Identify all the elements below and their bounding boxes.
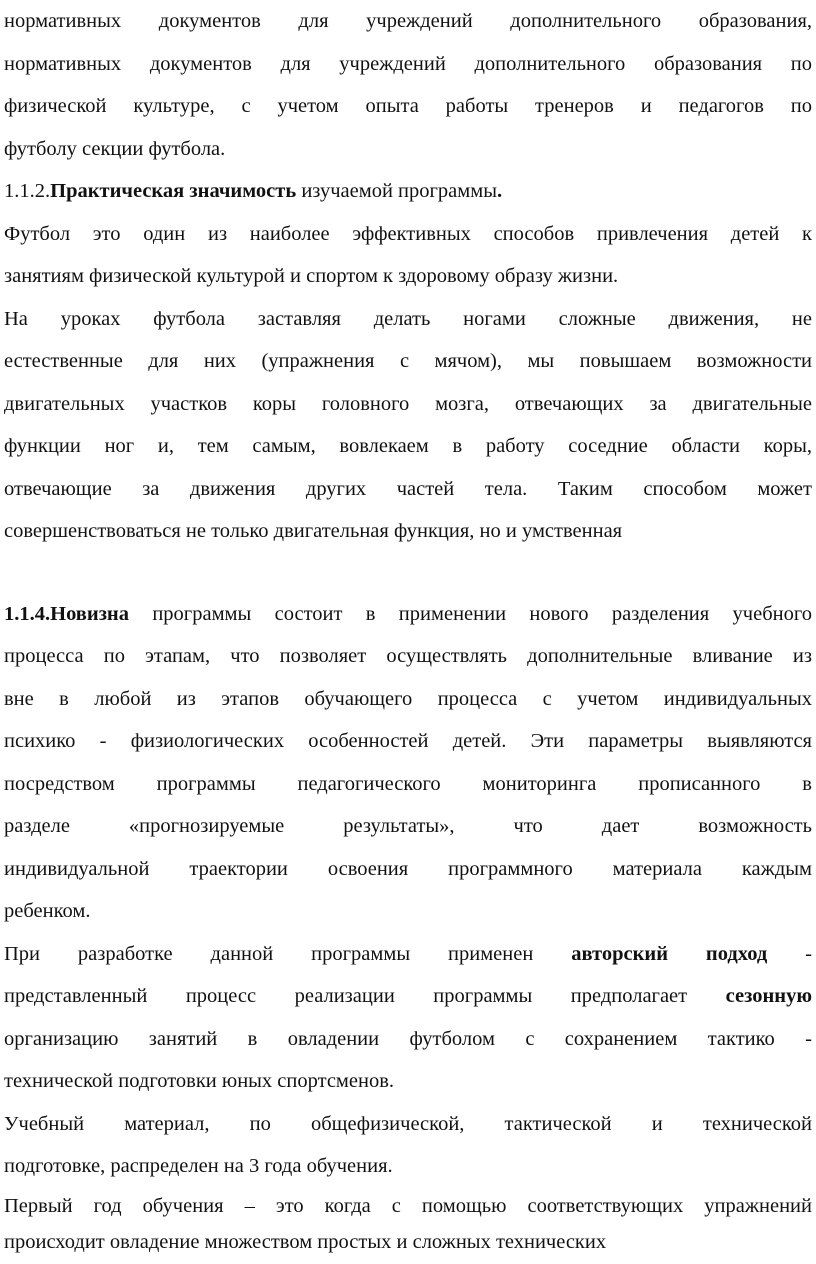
text-line: нормативных документов для учреждений дополнительного образования,: [4, 10, 812, 32]
heading-rest: программы состоит в применении нового разделения учебного: [129, 602, 812, 625]
text-line: функции ног и, тем самым, вовлекаем в работу соседние области коры,: [4, 435, 812, 457]
paragraph-football: [4, 213, 812, 298]
text-line: [4, 593, 812, 636]
text-line: совершенствоваться не только двигательная функция, но и умственная: [4, 520, 623, 542]
text-line: отвечающие за движения других частей тела. Таким способом может: [4, 477, 812, 500]
text-segment: -: [767, 942, 812, 965]
paragraph-novelty: [4, 593, 812, 933]
text-line: ребенком.: [4, 900, 91, 922]
heading-period: .: [497, 180, 503, 202]
text-line: разделе «прогнозируемые результаты», что дает возможность: [4, 815, 812, 837]
paragraph-author-approach: [4, 933, 812, 1103]
text-line: происходит овладение множеством простых и сложных технических: [4, 1230, 607, 1253]
text-line: процесса по этапам, что позволяет осуществлять дополнительные вливание из: [4, 645, 812, 667]
emphasis-seasonal: сезонную: [725, 985, 812, 1007]
paragraph-lessons: [4, 298, 812, 553]
text-line: занятиям физической культурой и спортом к здоровому образу жизни.: [4, 265, 619, 287]
emphasis-author-approach: авторский подход: [571, 942, 768, 965]
text-line: Первый год обучения – это когда с помощью соответствующих упражнений: [4, 1194, 812, 1217]
text-line: посредством программы педагогического мониторинга прописанного в: [4, 772, 812, 795]
text-line: [4, 933, 812, 976]
heading-rest: изучаемой программы: [296, 180, 497, 202]
paragraph-material: [4, 1103, 812, 1188]
paragraph-first-year: [4, 1188, 812, 1260]
section-heading: Практическая значимость: [50, 180, 297, 202]
text-line: футболу секции футбола.: [4, 137, 226, 160]
text-line: [4, 975, 812, 1018]
text-line: подготовке, распределен на 3 года обучения.: [4, 1155, 393, 1177]
text-segment: представленный процесс реализации программы предполагает: [4, 985, 726, 1007]
text-line: Футбол это один из наиболее эффективных способов привлечения детей к: [4, 222, 812, 245]
text-line: нормативных документов для учреждений дополнительного образования по: [4, 52, 812, 75]
text-line: естественные для них (упражнения с мячом), мы повышаем возможности: [4, 350, 812, 372]
section-number: 1.1.2.: [4, 180, 51, 202]
text-line: вне в любой из этапов обучающего процесса с учетом индивидуальных: [4, 687, 812, 710]
text-line: двигательных участков коры головного мозга, отвечающих за двигательные: [4, 392, 812, 415]
paragraph-gap: [4, 553, 812, 593]
text-line: Учебный материал, по общефизической, тактической и технической: [4, 1112, 812, 1135]
text-segment: При разработке данной программы применен: [4, 942, 572, 965]
text-line: физической культуре, с учетом опыта работы тренеров и педагогов по: [4, 95, 812, 117]
text-line: организацию занятий в овладении футболом с сохранением тактико -: [4, 1027, 812, 1050]
text-line: технической подготовки юных спортсменов.: [4, 1070, 395, 1092]
paragraph-practical-significance: [4, 170, 812, 213]
section-heading: 1.1.4.Новизна: [4, 602, 129, 625]
text-line: индивидуальной траектории освоения программного материала каждым: [4, 857, 812, 880]
paragraph-intro: [4, 0, 812, 170]
text-line: психико - физиологических особенностей детей. Эти параметры выявляются: [4, 730, 812, 752]
text-line: На уроках футбола заставляя делать ногами сложные движения, не: [4, 307, 812, 330]
text-line: [4, 170, 812, 213]
document-page: [4, 0, 812, 1260]
